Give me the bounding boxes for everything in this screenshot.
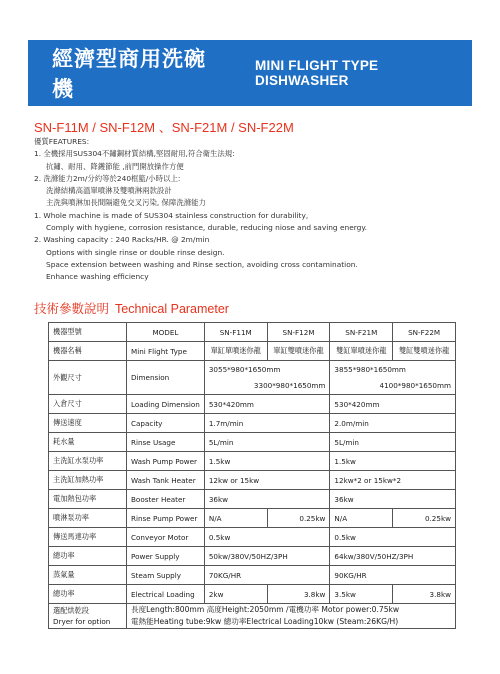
dryer-spec-line: 長度Length:800mm 高度Height:2050mm /電機功率 Motor power:0.75kw	[131, 605, 400, 614]
tech-title-cn: 技術參數說明	[34, 302, 110, 316]
row-label-cn: 傳送馬達功率	[49, 528, 127, 547]
row-label-cn: 傳送速度	[49, 414, 127, 433]
table-row	[49, 433, 456, 452]
features-heading: 優質FEATURES:	[34, 137, 90, 146]
spec-table	[48, 322, 456, 629]
feature-line: Options with single rinse or double rinse design.	[46, 247, 225, 257]
value-cell: 1.7m/min	[204, 414, 330, 433]
row-label-en: Booster Heater	[127, 490, 205, 509]
value-cell: 12kw or 15kw	[204, 471, 330, 490]
row-label-cn: 總功率	[49, 547, 127, 566]
header-cell: SN-F22M	[393, 323, 456, 342]
row-label-en: Conveyor Motor	[127, 528, 205, 547]
dryer-label	[49, 604, 127, 629]
table-row	[49, 471, 456, 490]
table-row	[49, 452, 456, 471]
value-cell: 64kw/380V/50HZ/3PH	[330, 547, 456, 566]
feature-line: 2. Washing capacity : 240 Racks/HR. @ 2m/min	[34, 235, 210, 245]
value-cell: 50kw/380V/50HZ/3PH	[204, 547, 330, 566]
table-header-row	[49, 323, 456, 342]
dimension-value: 3300*980*1650mm	[253, 380, 326, 390]
features-section	[34, 136, 474, 284]
table-row	[49, 528, 456, 547]
header-cell: SN-F12M	[267, 323, 330, 342]
table-row	[49, 361, 456, 395]
header-cell: 機器型號	[49, 323, 127, 342]
row-label-cn: 主洗缸水泵功率	[49, 452, 127, 471]
table-row	[49, 566, 456, 585]
value-cell: 5L/min	[330, 433, 456, 452]
row-label-en: Mini Flight Type	[127, 342, 205, 361]
value-cell: 2.0m/min	[330, 414, 456, 433]
row-label-cn: 總功率	[49, 585, 127, 604]
table-row	[49, 342, 456, 361]
row-label-cn: 外觀尺寸	[49, 361, 127, 395]
dimension-value: 3855*980*1650mm	[334, 364, 406, 374]
feature-line: 洗滌結構高溫單噴淋及雙噴淋兩款設計	[46, 186, 172, 196]
value-cell: 3.5kw	[330, 585, 393, 604]
table-row	[49, 585, 456, 604]
row-label-en: Dryer for option	[53, 617, 111, 626]
dryer-spec-cell	[127, 604, 456, 629]
value-cell: 12kw*2 or 15kw*2	[330, 471, 456, 490]
feature-line: 1. Whole machine is made of SUS304 stainless construction for durability,	[34, 210, 309, 220]
value-cell: 5L/min	[204, 433, 330, 452]
dimension-cell-f2	[330, 361, 456, 395]
row-label-en: Steam Supply	[127, 566, 205, 585]
value-cell: 90KG/HR	[330, 566, 456, 585]
row-label-cn: 電加熱包功率	[49, 490, 127, 509]
dimension-value: 3055*980*1650mm	[208, 364, 281, 374]
value-cell: 530*420mm	[330, 395, 456, 414]
feature-line: 1. 全機採用SUS304不鏽鋼材質結構,堅固耐用,符合衛生法規:	[34, 149, 235, 159]
feature-line: 主洗與噴淋加長間隔避免交叉污染, 保障洗滌能力	[46, 198, 206, 208]
row-label-en: Dimension	[127, 361, 205, 395]
row-label-cn: 入倉尺寸	[49, 395, 127, 414]
value-cell: 2kw	[204, 585, 267, 604]
banner-title-en: MINI FLIGHT TYPE DISHWASHER	[255, 58, 379, 88]
table-row	[49, 490, 456, 509]
value-cell: 0.5kw	[204, 528, 330, 547]
features-list	[34, 148, 474, 283]
tech-title-en: Technical Parameter	[115, 302, 229, 316]
table-row	[49, 509, 456, 528]
value-cell: 3.8kw	[267, 585, 330, 604]
row-label-cn: 噴淋泵功率	[49, 509, 127, 528]
row-label-en: Capacity	[127, 414, 205, 433]
value-cell: N/A	[204, 509, 267, 528]
value-cell: N/A	[330, 509, 393, 528]
row-label-cn: 主洗缸加熱功率	[49, 471, 127, 490]
model-name-cell: 雙缸單噴迷你龍	[330, 342, 393, 361]
value-cell: 3.8kw	[393, 585, 456, 604]
row-label-en: Electrical Loading	[127, 585, 205, 604]
dimension-value: 4100*980*1650mm	[379, 380, 451, 390]
feature-line: 抗鏽、耐用、降鑊節能 ,前門開放操作方便	[46, 161, 184, 171]
row-label-cn: 選配烘乾段	[53, 606, 89, 615]
title-banner	[28, 40, 472, 106]
table-row	[49, 395, 456, 414]
row-label-en: Wash Tank Heater	[127, 471, 205, 490]
table-row	[49, 547, 456, 566]
table-row	[49, 414, 456, 433]
feature-line: Comply with hygiene, corrosion resistance, durable, reducing niose and saving energy.	[46, 223, 368, 233]
tech-title	[34, 299, 229, 317]
header-cell: SN-F11M	[204, 323, 267, 342]
row-label-en: Power Supply	[127, 547, 205, 566]
dryer-spec-line: 電熱能Heating tube:9kw 總功率Electrical Loading10kw (Steam:26KG/H)	[131, 617, 399, 626]
banner-title-cn: 經濟型商用洗碗機	[52, 47, 206, 101]
value-cell: 1.5kw	[330, 452, 456, 471]
value-cell: 1.5kw	[204, 452, 330, 471]
feature-line: 2. 洗滌能力2m/分約等於240框籃/小時以上:	[34, 173, 181, 183]
value-cell: 36kw	[330, 490, 456, 509]
model-name-cell: 單缸雙噴迷你龍	[267, 342, 330, 361]
row-label-en: Rinse Pump Power	[127, 509, 205, 528]
value-cell: 0.25kw	[267, 509, 330, 528]
model-name-cell: 雙缸雙噴迷你龍	[393, 342, 456, 361]
feature-line: Space extension between washing and Rinse section, avoiding cross contamination.	[46, 259, 358, 269]
row-label-en: Rinse Usage	[127, 433, 205, 452]
model-name-cell: 單缸單噴迷你龍	[204, 342, 267, 361]
row-label-cn: 蒸氣量	[49, 566, 127, 585]
row-label-cn: 耗水量	[49, 433, 127, 452]
header-cell: MODEL	[127, 323, 205, 342]
value-cell: 0.5kw	[330, 528, 456, 547]
dimension-cell-f1	[204, 361, 330, 395]
row-label-cn: 機器名稱	[49, 342, 127, 361]
feature-line: Enhance washing efficiency	[46, 272, 149, 282]
models-title: SN-F11M / SN-F12M 、SN-F21M / SN-F22M	[34, 120, 294, 135]
row-label-en: Wash Pump Power	[127, 452, 205, 471]
value-cell: 0.25kw	[393, 509, 456, 528]
table-row-dryer	[49, 604, 456, 629]
value-cell: 36kw	[204, 490, 330, 509]
value-cell: 70KG/HR	[204, 566, 330, 585]
header-cell: SN-F21M	[330, 323, 393, 342]
row-label-en: Loading Dimension	[127, 395, 205, 414]
value-cell: 530*420mm	[204, 395, 330, 414]
